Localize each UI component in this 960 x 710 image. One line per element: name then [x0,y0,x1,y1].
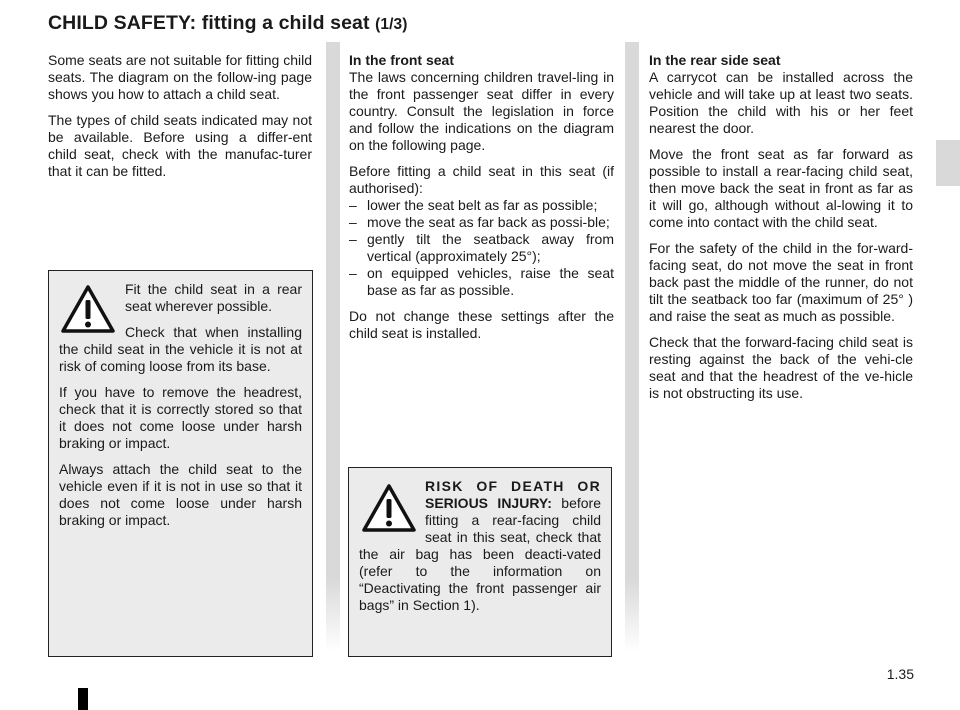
col2-paragraph-1: The laws concerning children travel-ling in the front passenger seat differ in every country. Consult the legislation in force and follow the indications on the diagram on the following page. [349,69,614,153]
col3-paragraph-3: For the safety of the child in the for-ward-facing seat, do not move the seat in front back past the middle of the runner, do not tilt the seatback too far (maximum of 25° ) and raise the seat as much as possible. [649,240,913,324]
title-text: CHILD SAFETY: fitting a child seat [48,12,370,34]
warning-box-airbag [348,467,612,657]
warning1-paragraph-2: Check that when installing the child seat in the vehicle it is not at risk of coming loose from its base. [59,324,302,374]
risk-label-2: SERIOUS INJURY: [425,495,552,511]
column-divider-left [326,42,340,652]
front-seat-heading: In the front seat [349,52,455,68]
warning1-paragraph-1: Fit the child seat in a rear seat wherever possible. [125,281,302,314]
col1-paragraph-2: The types of child seats indicated may not be available. Before using a differ-ent child seat, check with the manufac-turer that it can be fitted. [48,112,312,179]
column-divider-right [625,42,639,652]
front-seat-steps-list [349,197,614,299]
print-corner-mark [78,688,88,710]
page-title [48,12,407,35]
warning2-body: before fitting a rear-facing child seat in this seat, check that the air bag has been deacti-vated (refer to the information on “Deactivating the front passenger air bags” in Section 1). [359,495,601,613]
warning-triangle-icon [59,283,117,335]
warning-triangle-icon [359,482,419,534]
rear-side-seat-heading: In the rear side seat [649,52,781,68]
warning1-paragraph-4: Always attach the child seat to the vehicle even if it is not in use so that it does not come loose under harsh braking or impact. [59,461,302,528]
col2-paragraph-3: Do not change these settings after the child seat is installed. [349,308,614,341]
warning-box-rear-seat [48,270,313,657]
section-tab-marker [936,140,960,186]
col1-paragraph-1: Some seats are not suitable for fitting child seats. The diagram on the follow-ing page shows you how to attach a child seat. [48,52,312,102]
column-3 [649,52,913,411]
list-item: – lower the seat belt as far as possible; [349,197,614,214]
col3-paragraph-1: A carrycot can be installed across the vehicle and will take up at least two seats. Position the child with his or her feet nearest the door. [649,69,913,136]
risk-label: RISK OF DEATH OR [425,478,601,494]
column-2 [349,52,614,351]
title-part: (1/3) [375,16,408,33]
list-item: – move the seat as far back as possi-ble; [349,214,614,231]
list-item: – gently tilt the seatback away from vertical (approximately 25°); [349,231,614,265]
col3-paragraph-4: Check that the forward-facing child seat is resting against the back of the vehi-cle seat and that the headrest of the ve-hicle is not obstructing its use. [649,334,913,401]
list-item: – on equipped vehicles, raise the seat base as far as possible. [349,265,614,299]
column-1 [48,52,312,189]
warning1-paragraph-3: If you have to remove the headrest, check that it is correctly stored so that it does not come loose under harsh braking or impact. [59,384,302,451]
page-number: 1.35 [886,666,914,682]
col3-paragraph-2: Move the front seat as far forward as possible to install a rear-facing child seat, then move back the seat in front as far as it will go, although without al-lowing it to come into contact with the child seat. [649,146,913,230]
col2-paragraph-2: Before fitting a child seat in this seat (if authorised): [349,163,614,196]
